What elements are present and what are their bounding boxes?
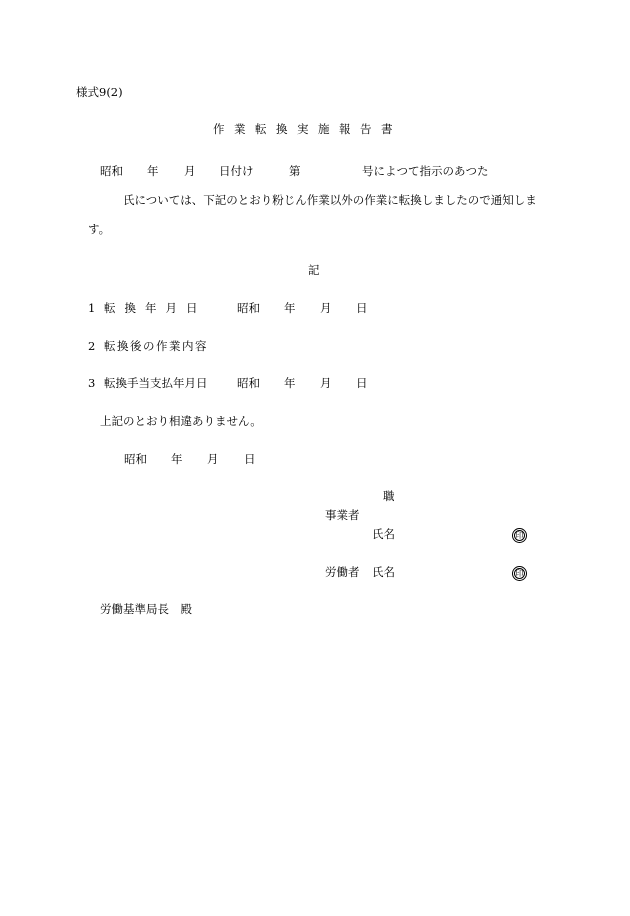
item-3-label: 転換手当支払年月日 [104, 376, 208, 390]
intro-month: 月 [184, 164, 196, 178]
item-1-year: 年 [284, 301, 296, 315]
intro-body-line1: 氏については、下記のとおり粉じん作業以外の作業に転換しましたので通知しま [123, 193, 537, 207]
date-year: 年 [171, 452, 183, 466]
worker-seal-icon: 印 [512, 566, 527, 581]
form-number: 様式9(2) [76, 85, 123, 99]
addressee: 労働基準局長 殿 [100, 602, 192, 616]
date-month: 月 [207, 452, 219, 466]
worker-name-label: 氏名 [372, 565, 395, 579]
item-3-number: 3 [88, 376, 96, 390]
intro-date-suffix: 日付け [219, 164, 254, 178]
intro-showa: 昭和 [100, 164, 123, 178]
item-1-label: 転換年月日 [104, 301, 207, 315]
item-1-day: 日 [356, 301, 368, 315]
date-day: 日 [244, 452, 256, 466]
item-3-showa: 昭和 [237, 376, 260, 390]
confirmation-text: 上記のとおり相違ありません。 [100, 414, 262, 428]
employer-position-label: 職 [383, 489, 395, 503]
intro-body-line2: す。 [88, 222, 111, 236]
item-3-month: 月 [320, 376, 332, 390]
intro-dai: 第 [289, 164, 301, 178]
employer-name-label: 氏名 [372, 527, 395, 541]
item-1-showa: 昭和 [237, 301, 260, 315]
worker-title: 労働者 [325, 565, 360, 579]
date-showa: 昭和 [124, 452, 147, 466]
page-title: 作業転換実施報告書 [213, 122, 402, 136]
item-1-month: 月 [320, 301, 332, 315]
item-1-number: 1 [88, 301, 96, 315]
employer-title: 事業者 [325, 508, 360, 522]
item-3-day: 日 [356, 376, 368, 390]
item-2-number: 2 [88, 339, 96, 353]
ki-heading: 記 [308, 263, 320, 277]
intro-go-text: 号によつて指示のあつた [362, 164, 489, 178]
item-2-label: 転換後の作業内容 [104, 339, 208, 353]
intro-year: 年 [147, 164, 159, 178]
employer-seal-icon: 印 [512, 528, 527, 543]
item-3-year: 年 [284, 376, 296, 390]
